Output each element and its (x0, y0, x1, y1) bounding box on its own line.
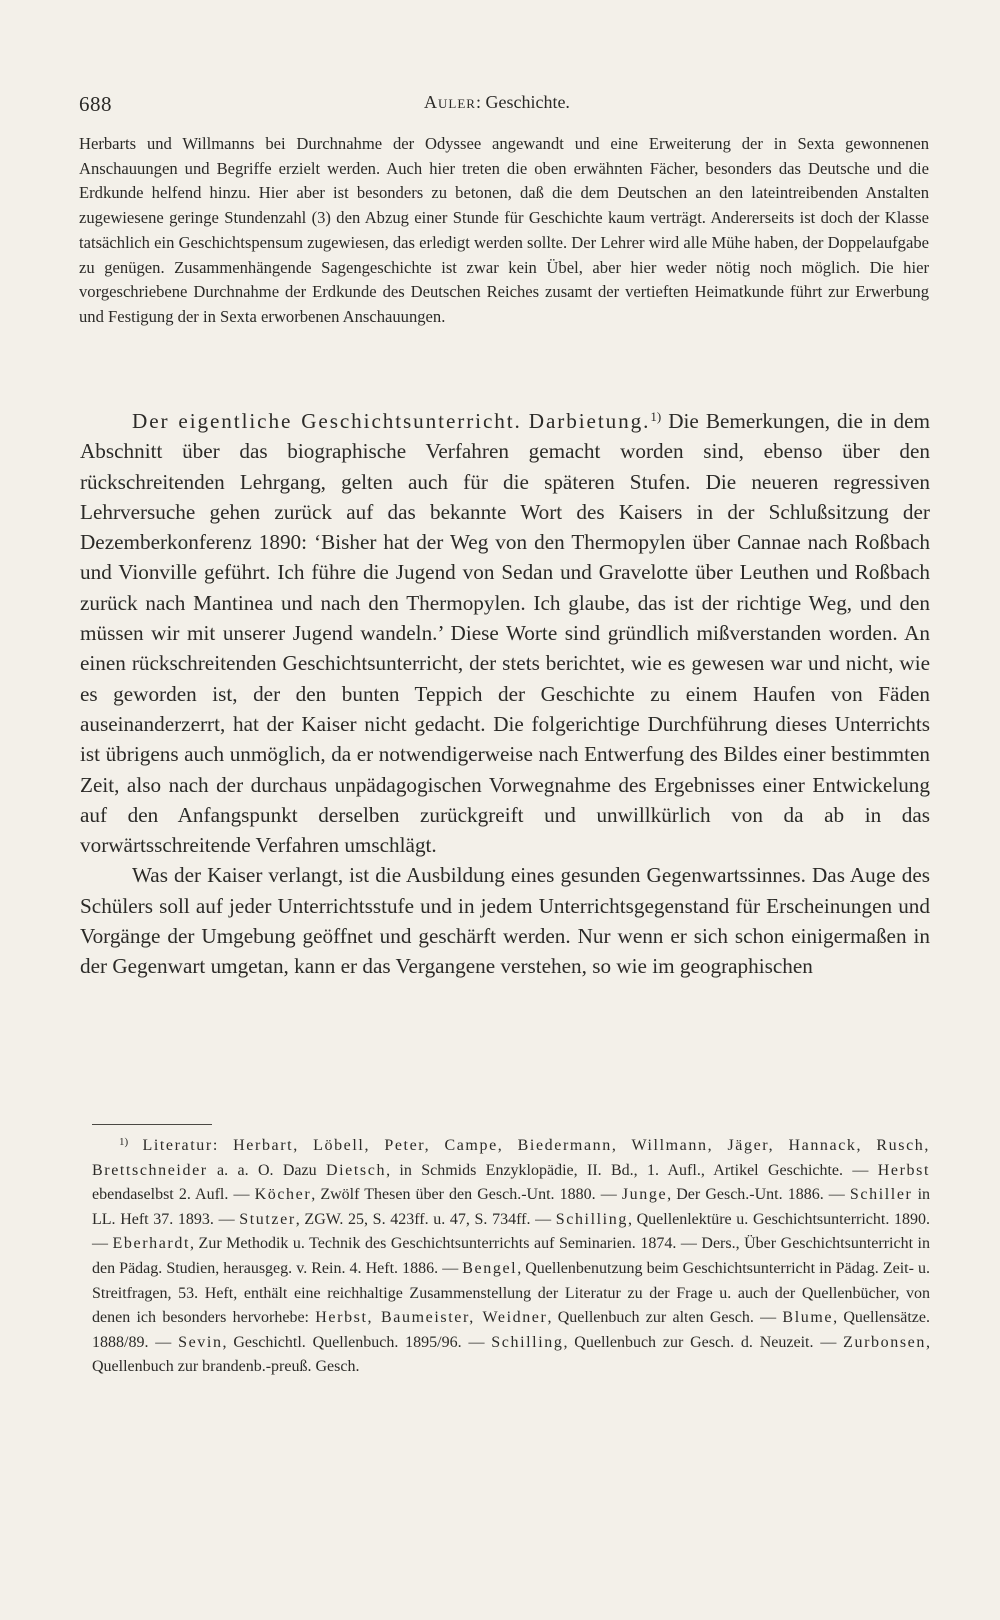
footnote-text: , Quellenbuch zur Gesch. d. Neuzeit. — (563, 1333, 844, 1351)
footnote-author-name: Schilling (491, 1333, 564, 1351)
footnote-text: , ZGW. 25, S. 423ff. u. 47, S. 734ff. — (295, 1210, 556, 1228)
footnote-author-name: Schiller (849, 1186, 913, 1204)
footnote-text: , Zur Methodik u. Technik des Geschichtsunterrichts auf Seminarien. 1874. — Ders., Über Geschichtsunterricht in den Pädag. Studien, herausgeg. v. Rein. 4. Heft. 1886. — (92, 1235, 931, 1277)
footnote-text: , Geschichtl. Quellenbuch. 1895/96. — (222, 1333, 492, 1351)
footnote-author-name: Blume (782, 1309, 834, 1327)
footnote-author-name: Herbst, Baumeister, Weidner (315, 1309, 548, 1327)
main-text (80, 406, 930, 982)
footnote-author-name: Sevin (178, 1333, 223, 1351)
footnote-text: ebendaselbst 2. Aufl. — (92, 1186, 255, 1204)
footnote-text: , Quellensätze. 1888/89. — (92, 1309, 931, 1351)
page-number: 688 (79, 92, 112, 116)
section-heading: Der eigentliche Geschichtsunterricht. (132, 409, 522, 433)
running-head-author: Auler (424, 92, 476, 112)
footnote-author-name: Bengel (462, 1259, 518, 1277)
footnote-author-name: Junge (621, 1186, 668, 1204)
footnote-author-name: Schilling (555, 1210, 628, 1228)
footnote-marker: 1) (119, 1136, 129, 1148)
running-head (424, 92, 570, 113)
main-paragraph-1-text: Die Bemerkungen, die in dem Abschnitt über das biographische Verfahren gemacht worden sind, ebenso über den rückschreitenden Lehrgang, gelten auch für die späteren Stufen. Die neueren regressiven Lehrversuche gehen zurück auf das bekannte Wort des Kaisers in der Schlußsitzung der Dezemberkonferenz 1890: ‘Bisher hat der Weg von den Thermopylen über Cannae nach Roßbach und Vionville geführt. Ich führe die Jugend von Sedan und Gravelotte über Leuthen und Roßbach zurück nach Mantinea und nach den Thermopylen. Ich glaube, das ist der richtige Weg, und den müssen wir mit unserer Jugend wandeln.’ Diese Worte sind gründlich mißverstanden worden. An einen rückschreitenden Geschichtsunterricht, der stets berichtet, wie es gewesen war und nicht, wie es geworden ist, der den bunten Teppich der Geschichte zu einem Haufen von Fäden auseinanderzerrt, hat der Kaiser nicht gedacht. Die folgerichtige Durchführung dieses Unterrichts ist übrigens auch unmöglich, da er notwendigerweise nach Entwerfung des Bildes einer bestimmten Zeit, also nach der durchaus unpädagogischen Vorwegnahme des Ergebnisses einer Entwickelung auf den Anfangspunkt derselben zurückgreift und unwillkürlich von da ab in das vorwärtsschreitende Verfahren umschlägt. (80, 409, 930, 858)
footnote-text: , Quellenbuch zur brandenb.-preuß. Gesch. (92, 1333, 930, 1376)
footnote-author-name: Herbart, Löbell, Peter, Campe, Biedermann, Willmann, Jäger, Hannack, Rusch, Brettschneider (92, 1137, 930, 1179)
footnote-text: , Zwölf Thesen über den Gesch.-Unt. 1880. — (311, 1186, 622, 1204)
footnote-author-name: Köcher (254, 1186, 312, 1204)
footnote-author-name: Eberhardt (112, 1235, 191, 1253)
footnote-author-name: Literatur: (128, 1137, 234, 1154)
main-paragraph-2: Was der Kaiser verlangt, ist die Ausbildung eines gesunden Gegenwartssinnes. Das Auge des Schülers soll auf jeder Unterrichtsstufe und in jedem Unterrichtsgegenstand für Erscheinungen und Vorgänge der Umgebung geöffnet und geschärft werden. Nur wenn er sich schon einigermaßen in der Gegenwart umgetan, kann er das Vergangene verstehen, so wie im geographischen (80, 863, 930, 979)
page-header (79, 92, 939, 118)
footnote-author-name: Zurbonsen (843, 1333, 926, 1351)
footnote-text: in LL. Heft 37. 1893. — (92, 1186, 931, 1228)
footnote-body (92, 1137, 930, 1375)
footnote (92, 1134, 930, 1380)
footnote-text: , Quellenlektüre u. Geschichtsunterricht. 1890. — (92, 1210, 931, 1253)
footnote-author-name: Stutzer (239, 1210, 296, 1228)
footnote-reference[interactable]: 1) (650, 409, 662, 424)
main-paragraph-1 (80, 406, 930, 860)
footnote-author-name: Dietsch (325, 1161, 387, 1179)
section-subheading: Darbietung. (528, 409, 651, 433)
running-head-separator: : (475, 92, 481, 112)
footnote-text: , Quellenbenutzung beim Geschichtsunterricht in Pädag. Zeit- u. Streitfragen, 53. Heft, enthält eine reichhaltige Zusammenstellung der Literatur zu der Frage u. auch der Quellenbücher, von denen ich besonders hervorhebe: (92, 1259, 931, 1327)
footnote-separator-rule (92, 1124, 212, 1125)
footnote-text: a. a. O. Dazu (207, 1161, 326, 1179)
footnote-author-name: Herbst (877, 1161, 931, 1179)
footnote-text: , in Schmids Enzyklopädie, II. Bd., 1. Aufl., Artikel Geschichte. — (386, 1161, 878, 1179)
footnote-text: , Der Gesch.-Unt. 1886. — (667, 1186, 850, 1204)
running-head-title: Geschichte. (485, 92, 570, 112)
footnote-text: , Quellenbuch zur alten Gesch. — (547, 1309, 783, 1327)
intro-paragraph: Herbarts und Willmanns bei Durchnahme der Odyssee angewandt und eine Erweiterung der in Sexta gewonnenen Anschauungen und Begriffe erzielt werden. Auch hier treten die oben erwähnten Fächer, besonders das Deutsche und die Erdkunde helfend hinzu. Hier aber ist besonders zu betonen, daß die dem Deutschen an den lateintreibenden Anstalten zugewiesene geringe Stundenzahl (3) den Abzug einer Stunde für Geschichte kaum verträgt. Andererseits ist doch der Klasse tatsächlich ein Geschichtspensum zugewiesen, das erledigt werden sollte. Der Lehrer wird alle Mühe haben, der Doppelaufgabe zu genügen. Zusammenhängende Sagengeschichte ist zwar kein Übel, aber hier weder nötig noch möglich. Die hier vorgeschriebene Durchnahme der Erdkunde des Deutschen Reiches zusamt der vertieften Heimatkunde führt zur Erwerbung und Festigung der in Sexta erworbenen Anschauungen. (79, 134, 929, 326)
